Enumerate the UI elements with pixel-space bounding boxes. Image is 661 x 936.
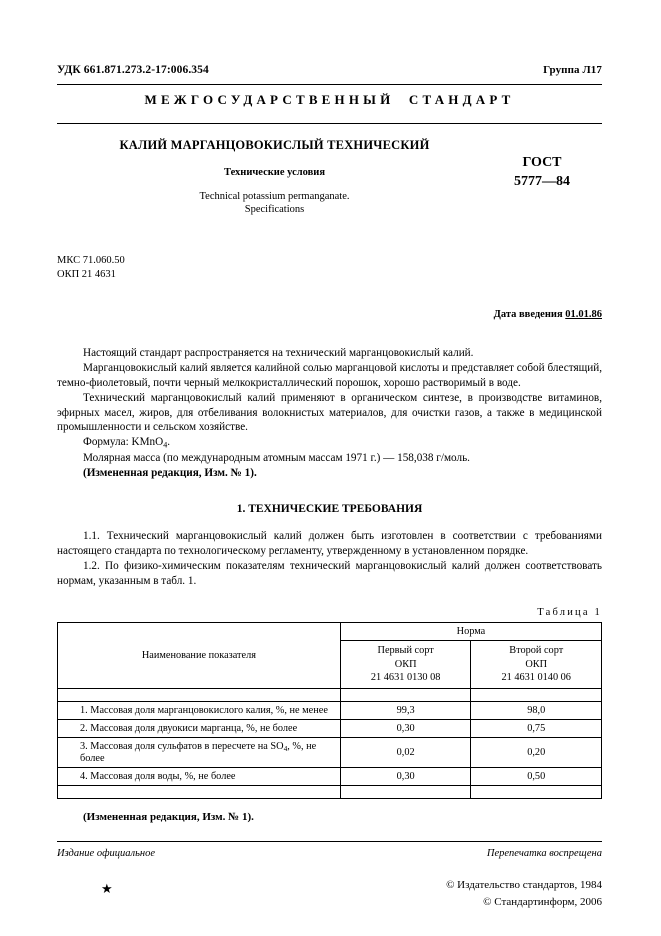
row-1-grade-1: 99,3 <box>340 702 471 720</box>
row-3-name-suffix: , %, не более <box>80 741 317 765</box>
header-grade-2 <box>471 640 602 689</box>
row-2-grade-1: 0,30 <box>340 720 471 738</box>
paragraph-2: Марганцовокислый калий является калийной солью марганцовой кислоты и представляет собой блестящий, темно-фиолетовый, почти черный мелкокристаллический порошок, хорошо растворимый в воде. <box>57 361 602 389</box>
footer-left-text: Издание официальное <box>57 848 156 860</box>
spacer-bottom-cell-1 <box>58 786 341 799</box>
paragraph-3: Технический марганцовокислый калий применяют в органическом синтезе, в производстве витаминов, эфирных масел, жиров, для отбеливания волокнистых материалов, для очистки газов, а также в медицинской промышленности и сельском хозяйстве. <box>57 391 602 434</box>
table-row <box>58 720 602 738</box>
grade-1-line-1: Первый сорт <box>377 644 434 656</box>
introduction-date-label: Дата введения <box>493 308 563 320</box>
grade-1-line-2: ОКП <box>394 658 417 670</box>
clause-1-2: 1.2. По физико-химическим показателям технический марганцовокислый калий должен соответствовать нормам, указанным в табл. 1. <box>57 559 602 587</box>
table-spacer-row <box>58 689 602 702</box>
spacer-cell-1 <box>58 689 341 702</box>
classification-codes <box>57 254 602 283</box>
table-revision-note: (Измененная редакция, Изм. № 1). <box>83 811 254 824</box>
specification-table <box>57 622 602 800</box>
paragraph-molar-mass: Молярная масса (по международным атомным массам 1971 г.) — 158,038 г/моль. <box>83 452 470 465</box>
formula-suffix: . <box>167 436 171 449</box>
document-title-english <box>57 190 492 216</box>
intro-body <box>57 346 602 481</box>
spacer-cell-3 <box>471 689 602 702</box>
group-code: Группа Л17 <box>543 64 602 76</box>
grade-2-line-1: Второй сорт <box>509 644 564 656</box>
mks-code: МКС 71.060.50 <box>57 255 125 266</box>
standard-band-title: МЕЖГОСУДАРСТВЕННЫЙ СТАНДАРТ <box>144 92 515 107</box>
page-content <box>57 0 602 910</box>
grade-2-line-3: 21 4631 0140 06 <box>501 672 571 684</box>
english-line-1: Technical potassium permanganate. <box>199 191 350 202</box>
table-row <box>58 738 602 768</box>
gost-number: 5777—84 <box>514 173 570 189</box>
spacer-bottom-cell-2 <box>340 786 471 799</box>
paragraph-1: Настоящий стандарт распространяется на технический марганцовокислый калий. <box>83 346 474 359</box>
header-norm: Норма <box>340 622 601 640</box>
row-4-grade-1: 0,30 <box>340 768 471 786</box>
gost-number-block <box>482 154 602 192</box>
header-divider-bottom <box>57 123 602 124</box>
footer-right-text: Перепечатка воспрещена <box>486 848 602 860</box>
grade-1-line-3: 21 4631 0130 08 <box>370 672 441 684</box>
copyright-block <box>57 877 602 910</box>
table-row <box>58 702 602 720</box>
formula-subscript: 4 <box>163 440 168 450</box>
document-subtitle: Технические условия <box>223 167 326 178</box>
row-4-name: 4. Массовая доля воды, %, не более <box>58 768 341 786</box>
formula-prefix: Формула: KMnO <box>83 436 164 449</box>
row-1-name: 1. Массовая доля марганцовокислого калия, %, не менее <box>58 702 341 720</box>
footer-divider <box>57 841 602 842</box>
introduction-date-value: 01.01.86 <box>565 308 602 320</box>
star-icon: ★ <box>101 881 113 897</box>
udk-code: УДК 661.871.273.2-17:006.354 <box>57 64 209 76</box>
spacer-cell-2 <box>340 689 471 702</box>
table-header-row-1 <box>58 622 602 640</box>
table-row <box>58 768 602 786</box>
row-2-name: 2. Массовая доля двуокиси марганца, %, не более <box>58 720 341 738</box>
section-1-heading: 1. ТЕХНИЧЕСКИЕ ТРЕБОВАНИЯ <box>236 503 423 516</box>
okp-code: ОКП 21 4631 <box>57 269 116 281</box>
row-1-grade-2: 98,0 <box>471 702 602 720</box>
english-line-2: Specifications <box>244 204 305 216</box>
row-3-name-prefix: 3. Массовая доля сульфатов в пересчете на SO <box>80 741 284 753</box>
introduction-date <box>57 309 602 320</box>
grade-2-line-2: ОКП <box>525 658 548 670</box>
document-title: КАЛИЙ МАРГАНЦОВОКИСЛЫЙ ТЕХНИЧЕСКИЙ <box>119 138 430 152</box>
table-caption: Таблица 1 <box>537 606 602 618</box>
paragraph-revision-note: (Измененная редакция, Изм. № 1). <box>83 467 257 480</box>
row-3-grade-2: 0,20 <box>471 738 602 768</box>
title-block <box>57 138 602 224</box>
row-4-grade-2: 0,50 <box>471 768 602 786</box>
spacer-bottom-cell-3 <box>471 786 602 799</box>
paragraph-formula <box>57 435 602 451</box>
header-line <box>57 64 602 76</box>
header-indicator-name: Наименование показателя <box>58 622 341 689</box>
row-3-grade-1: 0,02 <box>340 738 471 768</box>
copyright-line-2: © Стандартинформ, 2006 <box>483 895 602 908</box>
footer-line <box>57 848 602 859</box>
row-2-grade-2: 0,75 <box>471 720 602 738</box>
clause-1-1: 1.1. Технический марганцовокислый калий должен быть изготовлен в соответствии с требованиями настоящего стандарта по технологическому регламенту, утвержденному в установленном порядке. <box>57 530 602 557</box>
table-spacer-row-bottom <box>58 786 602 799</box>
header-grade-1 <box>340 640 471 689</box>
copyright-line-1: © Издательство стандартов, 1984 <box>446 879 602 892</box>
section-1-body <box>57 529 602 589</box>
row-3-name-subscript: 4 <box>283 744 288 754</box>
gost-label: ГОСТ <box>522 155 562 170</box>
row-3-name <box>58 738 341 768</box>
